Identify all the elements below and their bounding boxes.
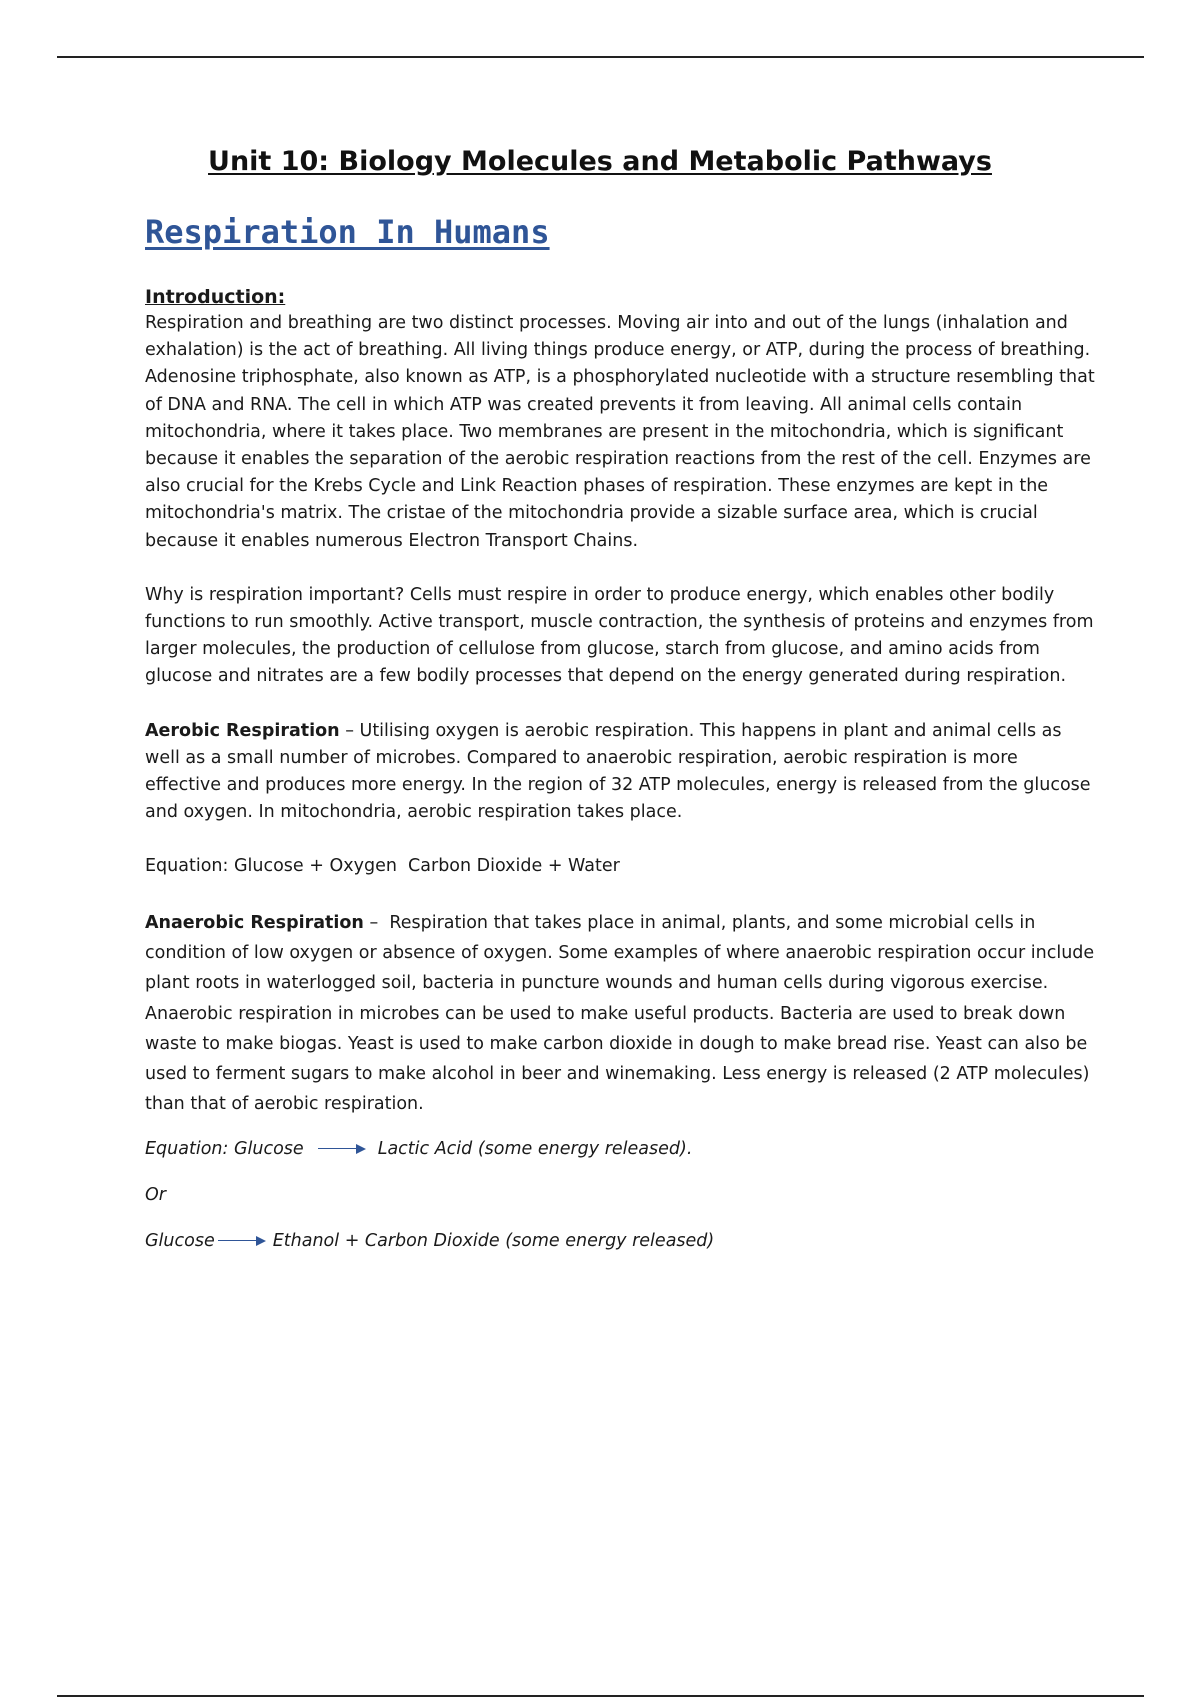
aerobic-term: Aerobic Respiration [145,720,340,741]
anaerobic-text: – Respiration that takes place in animal, plants, and some microbial cells in condition of low oxygen or absence of oxygen. Some examples of where anaerobic respiration occur include plant roots in waterlogged soil, bacteria in puncture wounds and human cells during vigorous exercise. Anaerobic respiration in microbes can be used to make useful products. Bacteria are used to break down waste to make biogas. Yeast is used to make carbon dioxide in dough to make bread rise. Yeast can also be used to ferment sugars to make alcohol in beer and winemaking. Less energy is released (2 ATP molecules) than that of aerobic respiration. [145,912,1100,1115]
aerobic-paragraph [145,718,1095,827]
document-body [145,210,1100,1254]
importance-paragraph: Why is respiration important? Cells must respire in order to produce energy, which enables other bodily functions to run smoothly. Active transport, muscle contraction, the synthesis of proteins and enzymes from larger molecules, the production of cellulose from glucose, starch from glucose, and amino acids from glucose and nitrates are a few bodily processes that depend on the energy generated during respiration. [145,584,1094,687]
ethanol-equation [145,1228,1095,1254]
or-label: Or [145,1184,166,1205]
equation-glucose-label: Glucose [145,1230,215,1251]
equation-lactic-acid-result: Lactic Acid (some energy released). [377,1138,693,1159]
anaerobic-paragraph [145,908,1100,1120]
top-rule [57,56,1144,58]
aerobic-equation: Equation: Glucose + Oxygen Carbon Dioxide + Water [145,856,620,877]
aerobic-text: – Utilising oxygen is aerobic respiration. This happens in plant and animal cells as well as a small number of microbes. Compared to anaerobic respiration, aerobic respiration is more effective and produces more energy. In the region of 32 ATP molecules, energy is released from the glucose and oxygen. In mitochondria, aerobic respiration takes place. [145,720,1091,823]
equation-glucose-label: Equation: Glucose [145,1138,304,1159]
anaerobic-term: Anaerobic Respiration [145,912,364,933]
equation-ethanol-result: Ethanol + Carbon Dioxide (some energy released) [272,1230,715,1251]
arrow-right-icon [318,1144,366,1154]
section-heading: Respiration In Humans [145,213,550,251]
introduction-label: Introduction: [145,286,286,308]
lactic-acid-equation [145,1136,1095,1162]
arrow-right-icon [218,1236,266,1246]
bottom-rule [57,1695,1144,1697]
introduction-paragraph: Respiration and breathing are two distinct processes. Moving air into and out of the lungs (inhalation and exhalation) is the act of breathing. All living things produce energy, or ATP, during the process of breathing. Adenosine triphosphate, also known as ATP, is a phosphorylated nucleotide with a structure resembling that of DNA and RNA. The cell in which ATP was created prevents it from leaving. All animal cells contain mitochondria, where it takes place. Two membranes are present in the mitochondria, which is significant because it enables the separation of the aerobic respiration reactions from the rest of the cell. Enzymes are also crucial for the Krebs Cycle and Link Reaction phases of respiration. These enzymes are kept in the mitochondria's matrix. The cristae of the mitochondria provide a sizable surface area, which is crucial because it enables numerous Electron Transport Chains. [145,313,1095,551]
document-title: Unit 10: Biology Molecules and Metabolic Pathways [208,146,992,177]
